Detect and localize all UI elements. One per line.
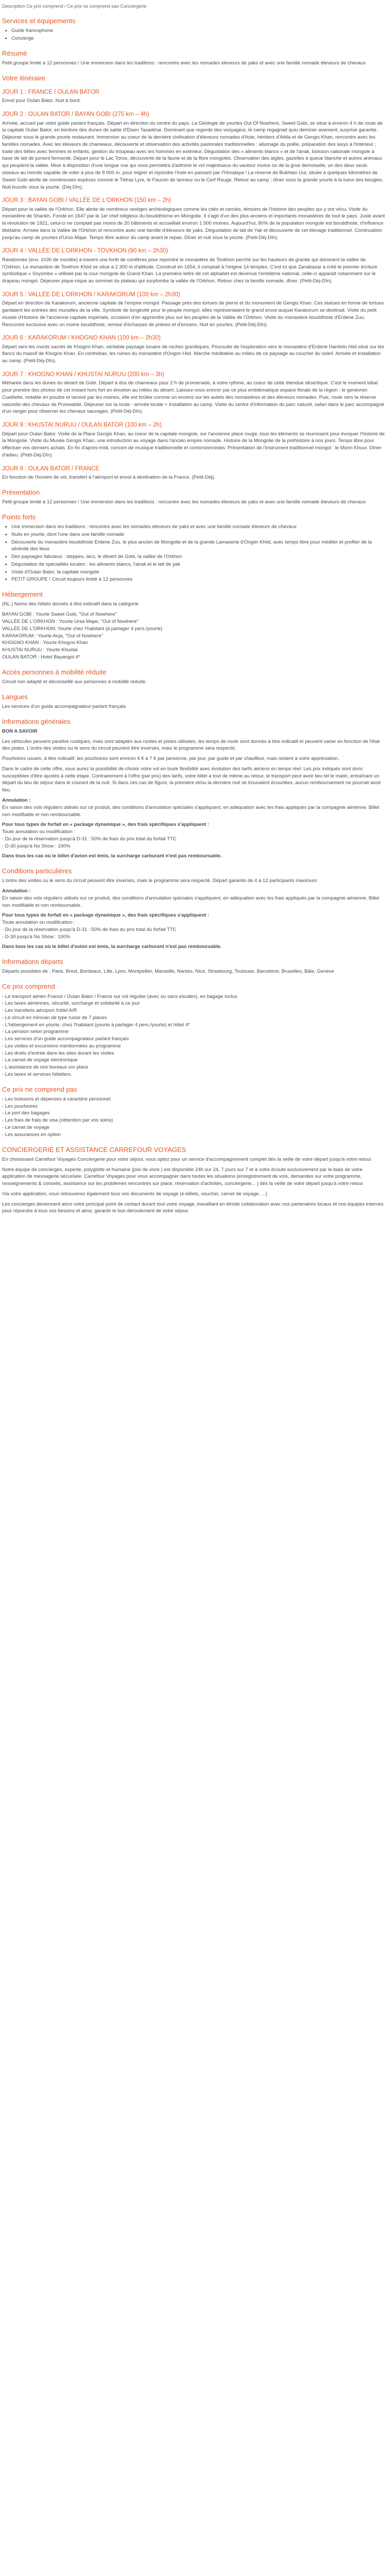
list-item: - Les taxes et services hôteliers. xyxy=(2,1071,72,1077)
highlights-list xyxy=(2,523,385,583)
accommodation-list xyxy=(2,611,385,660)
general-info-text: Pourboires usuels, à titre indicatif, les pourboires sont environ 4 € à 7 € par personne, par jour, par guide et par chauffeur, mais restent à votre appréciation. xyxy=(2,756,339,762)
languages-title: Langues xyxy=(2,692,28,701)
fees-block xyxy=(2,821,385,850)
fees-title: Pour tous types de forfait en « package dynamique », des frais spécifiques s'appliquent : xyxy=(2,912,209,919)
list-item: - Le port des bagages xyxy=(2,1110,50,1116)
list-item: - La pension selon programme xyxy=(2,1029,69,1035)
cancellation-title: Annulation : xyxy=(2,797,31,803)
day-title: JOUR 9 : OULAN BATOR / FRANCE xyxy=(2,465,100,472)
list-item: - Les pourboires xyxy=(2,1103,38,1109)
list-item: - L'hébergement en yourte, chez l'habitant (yourte à partager 4 pers./yourte) et hôtel 4* xyxy=(2,1022,190,1028)
resume-title: Résumé xyxy=(2,49,27,57)
day-text: En fonction de l'horaire de vol, transfert à l'aéroport et envol à destination de la France. (Petit-Déj). xyxy=(2,474,216,481)
list-item: • Une immersion dans les traditions : rencontre avec les nomades éleveurs de yaks et avec une famille nomade éleveurs de chevaux xyxy=(11,523,385,531)
day-title: JOUR 3 : BAYAN GOBI / VALLÉE DE L'ORKHON (150 km – 2h) xyxy=(2,197,171,204)
list-item: - Les assurances en option xyxy=(2,1131,61,1138)
fees-line: - Du jour de la réservation jusqu'à D-31 : 50% de frais du prix total du forfait TTC xyxy=(2,926,176,933)
cancellation-block xyxy=(2,797,385,818)
general-info-text: Dans le cadre de cette offre, vous aurez la possibilité de choisir votre vol en toute flexibilité avec évolution des tarifs aériens en temps réel. Les prix indiqués sont donc susceptibles d'être ajustés à cette étape. Contrairement à l'offre (par prix) des tarifs, votre billet à tout de même au retour, le transport peut avoir lieu tel le matin, entraînant un départ du lieu de séjour dans le courant de la nuit. Si dans ces cas de figure, la première et/ou la dernière nuit se trouvaient écourtées, aucun remboursement ne pourrait avoir lieu. xyxy=(2,766,381,793)
list-item: - Les services d'un guide accompagnateur parlant français xyxy=(2,1036,129,1042)
list-item: - Les visites et excursions mentionnées au programme xyxy=(2,1043,121,1049)
list-item: - Les transferts aéroport /hôtel A/R xyxy=(2,1008,77,1014)
breadcrumb: Description Ce prix comprend / Ce prix ne comprend pas Conciergerie xyxy=(2,4,147,9)
list-item: - Les droits d'entrée dans les sites durant les visites xyxy=(2,1050,115,1056)
general-info-title: Informations générales xyxy=(2,717,71,725)
list-item: • Concierge xyxy=(11,35,385,42)
price-excludes-title: Ce prix ne comprend pas xyxy=(2,1085,77,1093)
general-info-subtitle: BON A SAVOIR xyxy=(2,728,38,734)
presentation-text: Petit groupe limité à 12 personnes ! Une immersion dans les traditions : rencontre avec les nomades éleveurs de yaks et avec une famille nomade éleveurs de chevaux xyxy=(2,499,366,505)
no-refund-note: Dans tous les cas où le billet d'avion est émis, la surcharge carburant n'est pas remboursable. xyxy=(2,853,222,859)
list-item: - Les boissons et dépenses à caractère personnel xyxy=(2,1096,111,1102)
highlights-title: Points forts xyxy=(2,513,36,521)
fees-title: Pour tous types de forfait en « package dynamique », des frais spécifiques s'appliquent : xyxy=(2,822,209,828)
list-item: • PETIT GROUPE ! Circuit toujours limité à 12 personnes xyxy=(11,576,385,583)
day-text: Arrivée, accueil par votre guide parlant français. Départ en direction du centre du pays. La Géologie de yourtes Out Of Nowhere, Sweet Gobi, se situe à environ 4 h de route de la capitale Oulan Bator, en bordure des dunes de sable d'Elsen Tasarkhai. Dominant que regorde des vosyageur, le camp regagnait quiu deminer avement, surprise garantie. Déjeuner sous le grande yourte restaurant. Immersion au coeur de la dernière civilisation d'éleveurs nomades d'Asie, héritiers d'Attila et de Gengis Khan, rencontre avec les familles nomades. Avec les éleveurs de chameaux, découverte et observation des activités pastorales traditionnelles : allumage du poêle, préparation des laxys à l'intérieur ; traite des bêtes avec femmes et enfants, gestion du troupeau avec les hommes en extérieur. Dégustation des « aliments blancs » et de l'airak, boisson nationale mongole à base de lait de jument fermenté. Départ pour le Lac Toroo, découverte de la faune et de la flore mongoles. Observation des aigles, gazelles à queue blanche et autres animaux qui peuplent la vallée. Mise à disposition d'une longue vue qui vous permettra d'admirer le vol majestueux du vautour moine ou de la grue demoiselle, un des deux seuls oiseaux au monde capable de voler à plus de 8 000 m. pour migrer et rejoindre l'Inde en passant par l'Himalaya ! La réserve de Bukhtan Uul, située à quelques kilomètres de Sweet Gobi abrite de nombreuses espèces comme le Tétras Lyre, le Faucon de lanneur ou le Cerf Rouge. Retour au camp ; dîner sous la grande yourte à la lueur des bougies. Nuit bucolic sous la yourte. (Déj-Dîn). xyxy=(2,120,384,190)
accommodation-line: VALLÉE DE L'ORKHON : Yourte Ursa Majar, "Out of Nowhere" xyxy=(2,618,139,624)
itinerary-title: Votre itinéraire xyxy=(2,74,45,82)
list-item: - L'assistance de nos bureaux sur place xyxy=(2,1064,89,1071)
accommodation-line: KHUSTAI NURUU : Yourte Khustai xyxy=(2,647,78,653)
day-title: JOUR 1 : FRANCE / OULAN BATOR xyxy=(2,89,100,96)
list-item: - Le transport aérien France / Oulan Bator / France sur vol régulier (avec ou sans escales), en bagage inclus xyxy=(2,993,237,999)
departures-title: Informations départs xyxy=(2,958,63,966)
accommodation-line: KARAKORUM : Yourte Anja, "Out of Nowhere" xyxy=(2,633,103,639)
no-refund-note: Dans tous les cas où le billet d'avion est émis, la surcharge carburant n'est pas remboursable. xyxy=(2,944,222,950)
list-item: • Découverte du monastère bouddhiste Erdene Zuu, le plus ancien de Mongolie et de la grande Lamaserie d'Ongiin Khiid, avec temps libre pour méditer et profiter de la sérénité des lieux xyxy=(11,539,385,553)
day-text: Départ vers les monts sacrés de Khogno Khan, véritable paysage lunaire de roches granitiques. Poursuite de l'exploration vers le monastère d'Erdene Hambiin Hiid situé sur les flancs du massif de Khogno Khan. En contrebas, les ruines du monastère d'Ovgon Hiid. Marche méditative au milieu de ce paysage au coucher du soleil. Arrivée et installation au camp. (Petit-Déj-Dîn). xyxy=(2,344,384,364)
list-item: • Guide francophone xyxy=(11,27,385,35)
accessibility-text: Circuit non adapté et déconseillé aux personnes à mobilité réduite. xyxy=(2,679,147,685)
product-description-page xyxy=(0,0,387,1223)
accommodation-line: OULAN BATOR : Hotel Bayangol 4* xyxy=(2,654,80,660)
cancellation-text: En raison des vols réguliers utilisés sur ce produit, des conditions d'annulation spéciales s'appliquent, en adéquation avec les frais appliqués par la compagnie aérienne. Billet non modifiable et non remboursable. xyxy=(2,895,380,908)
fees-block xyxy=(2,912,385,940)
accommodation-intro: (NL.) Noms des hôtels donnés à titre indicatif dans la catégorie xyxy=(2,601,139,607)
fees-line: Toute annulation ou modification : xyxy=(2,920,75,926)
concierge-text: Les concierges deviennent alors votre principal point de contact durant tout votre voyage, travaillant en étroite collaboration avec nos partenaires locaux et nos équipes internes pour répondre à tous vos besoins et ainsi, garantir le bon déroulement de votre séjour. xyxy=(2,1201,384,1214)
accommodation-title: Hébergement xyxy=(2,590,43,599)
concierge-text: Notre équipe de concierges, experte, polyglotte et humaine (joie de vivre ) est disponible 24h sur 24, 7 jours sur 7 et à votre écoute exclusivement par le biais de votre application de messagerie sécurisée. Carrefour Voyages pour vous accompagner dans toutes les situations (enregistrement de vols, demandes sur votre programme, renseignements & conseils, assistance sur les problèmes rencontrés sur place, réservation d'activités, conciergerie... ) dès la veille de votre départ jusqu'à votre retour. xyxy=(2,1166,364,1187)
presentation-title: Présentation xyxy=(2,488,40,496)
fees-line: - D-30 jusqu'à No Show : 100% xyxy=(2,934,71,940)
services-title: Services et équipements xyxy=(2,17,76,25)
day-text: Méharée dans les dunes du désert de Gobi. Départ à dos de chameaux pour 2 h de promenade, à votre rythme, au coeur de cette étendue désertique. C'est le moment idéal pour prendre des photos de cet instant hors fort en émotion au milieu du désert. Laissez-vous enivrer par ce plus emblématique espace florale de la région : le genévrier. Cueillette, notable en poudre et tamisé par les moines, elle est brûlée comme un encens sur les autels des monastères et des éleveurs nomades. Puis, route vers la réserve naturelle des chevaux de Przewalski. Déjeuner sur la route - arrivée locale + installation au camp. Visite du centre d'information du parc naturel, safari dans le parc accompagné d'un ranger pour observer les chevaux sauvages. (Petit-Déj-Dîn). xyxy=(2,380,384,415)
fees-line: - Du jour de la réservation jusqu'à D-31 : 50% de frais du prix total du forfait TTC xyxy=(2,836,176,842)
list-item: - Les taxes aériennes, sécurité, surcharge et solidarité à ce jour xyxy=(2,1001,140,1007)
list-item: - Le circuit en minivan de type russe de 7 places xyxy=(2,1014,107,1021)
day-title: JOUR 6 : KARAKORUM / KHOGNO KHAN (100 km – 2h30) xyxy=(2,335,161,342)
fees-line: - D-30 jusqu'à No Show : 100% xyxy=(2,843,71,849)
day-text: Départ en direction de Karakorum, ancienne capitale de l'empire mongol. Passage près des tortues de pierre et du monument de Gengis Khan. Ces statues en forme de tortues gardaient les entrées des murailles de la ville. Symbole de longévité pour le peuple mongol, elles représentaient le grand envol auquel Karakorum se destinait. Visite du petit musée d'Histoire de l'ancienne capitale impériale, occasion d'en apprendre plus sur les peuples de la Vallée de l'Orkhon. Visite du monastère bouddhiste d'Erdene Zuu. Rencontre exclusive avec un moine bouddhiste, remise d'écharpes de prières et d'encens. Nuit en yourtes. (Petit-Déj-Dîn). xyxy=(2,300,384,328)
list-item: - La carnet de voyage électronique xyxy=(2,1057,78,1063)
day-text: Randonnée (env. 1h30 de montée) à travers une forêt de conifères pour rejoindre le monastère de Tovkhon perché sur les hauteurs de granite qui dominent la vallée de l'Orkhon. Le monastère de Tovkhon Khiid se situe à 2 300 m d'altitude. Construit en 1654, il comptait à l'origine 14 temples. C'est ici que Zanabazar a créé le premier écriture symbolique « Soyombo » utilisée par la cour mongole de Grand Khan. La première lettre de cet alphabet est devenue l'emblème national, celle-ci apparaît notamment sur le drapeau mongol. Déjeuner pique-nique au sommet du plateau qui surplombe la vallée de l'Orkhon. Retour chez la famille nomade, dîner. (Petit-Déj-Dîn). xyxy=(2,257,378,284)
price-excludes-list xyxy=(2,1096,385,1139)
special-conditions-text: L'ordre des visites ou le sens du circuit peuvent être inversés, mais le programme sera respecté. Départ garantis de 4 à 12 participants maximum xyxy=(2,878,317,884)
list-item: - Le carnet de voyage xyxy=(2,1125,50,1130)
languages-text: Les services d'un guide accompagnateur parlant français xyxy=(2,703,126,709)
fees-line: Toute annulation ou modification : xyxy=(2,829,75,835)
resume-text: Petit groupe limité à 12 personnes ! Une immersion dans les traditions : rencontre avec les nomades éleveurs de yaks et avec une famille nomade éleveurs de chevaux xyxy=(2,60,366,66)
price-includes-list xyxy=(2,993,385,1078)
list-item: • Nuits en yourte, dont l'une dans une famille nomade xyxy=(11,531,385,538)
day-text: Envol pour Oulan Bator. Nuit à bord. xyxy=(2,98,81,104)
day-title: JOUR 2 : OULAN BATOR / BAYAN GOBI (275 km – 4h) xyxy=(2,111,149,118)
accessibility-title: Accès personnes à mobilité réduite xyxy=(2,668,107,676)
list-item: • Dégustation de spécialités locales : les aliments blancs, l'airak et le lait de yak xyxy=(11,561,385,568)
day-title: JOUR 4 : VALLÉE DE L'ORKHON - TOVKHON (90 km – 2h30) xyxy=(2,248,168,255)
services-list xyxy=(2,27,385,42)
departures-text: Départs possibles de : Paris, Brest, Bordeaux, Lille, Lyon, Montpellier, Marseille, Nantes, Nice, Strasbourg, Toulouse, Barcelone, Bruxelles, Bâle, Genève xyxy=(2,969,334,975)
cancellation-title: Annulation : xyxy=(2,888,31,894)
accommodation-line: KHOGNO KHAN : Yourte Khogno Khan xyxy=(2,640,88,646)
cancellation-text: En raison des vols réguliers utilisés sur ce produit, des conditions d'annulation spéciales s'appliquent, en adéquation avec les frais appliqués par la compagnie aérienne. Billet non modifiable et non remboursable. xyxy=(2,804,380,818)
accommodation-line: VALLÉE DE L'ORKHON: Yourte chez l'habitant (à partager 4 pers./yourte) xyxy=(2,625,162,632)
concierge-text: Via votre application, vous retrouverez également tous vos documents de voyage (e-billets, voucher, carnet de voyage, ...) xyxy=(2,1191,267,1197)
day-text: Départ pour la vallée de l'Orkhon. Elle abrite de nombreux vestiges archéologiques comme les cités et cercles, témoins de l'histoire des peuples qui y ont vécu. Visite du monastère de Shankh. Fondé en 1647 par le 1er chef religieux du bouddhisme en Mongolie. Il s'agit d'un des plus anciens et importants monastères de tout le pays. Juste avant la révolution de 1921, celui-ci ne comptait pas moins de 20 bâtiments et accueillait environ 1 500 moines. Aujourd'hui, 80% de la population mongole est bouddhiste, d'influence tibétaine. Arrivée dans la Vallée de l'Orkhon et rencontre avec une famille d'éleveurs de yaks. Dégustation de lait de Yak et découverte de cet élevage traditionnel. Continuation jusqu'au camp de yourtes d'Urso Majar. Temps libre autour du camp avant le repas. Dîner et nuit sous la yourte. (Petit-Déj-Dîn). xyxy=(2,206,385,241)
concierge-title: CONCIERGERIE ET ASSISTANCE CARREFOUR VOYAGES xyxy=(2,1145,186,1154)
day-title: JOUR 8 : KHUSTAI NURUU / OULAN BATOR (100 km – 2h) xyxy=(2,422,162,429)
list-item: - Les frais de frais de visa (obtention par vos soins) xyxy=(2,1117,113,1124)
price-includes-title: Ce prix comprend xyxy=(2,982,55,991)
cancellation-block xyxy=(2,888,385,909)
concierge-text: En choisissant Carrefour Voyages Conciergerie pour votre séjour, vous optez pour un service d'accompagnement complet dès la veille de votre départ jusqu'à votre retour. xyxy=(2,1156,372,1162)
day-title: JOUR 5 : VALLÉE DE L'ORKHON / KARAKORUM (100 km – 2h30) xyxy=(2,291,181,298)
list-item: • Des paysages fabuleux : steppes, lacs, le désert de Gobi, la vallée de l'Orkhon xyxy=(11,553,385,561)
day-title: JOUR 7 : KHOGNO KHAN / KHUSTAI NURUU (200 km – 3h) xyxy=(2,371,165,378)
day-text: Départ pour Oulan Bator. Visite de la Place Gengis Khan, au coeur de la capitale mongole, sur l'ancienne place rouge, tous les éléments se réunissent pour évoquer l'histoire de la Mongolie. Visite du Musée Gengis Khan, une introduction au voyage dans l'ancien empire nomade. Histoire de la Mongolie de la préhistoire à nos jours. Temps libre pour effectuer vos derniers achats. En fin d'après-midi, concert de musique traditionnelle et contorsionnistes. Présentation de l'instrument traditionnel mongol : le Morin Khuur. Dîner d'adieu. (Petit-Déj-Dîn) xyxy=(2,431,385,458)
accommodation-line: BAYAN GOBI : Yourte Sweet Gobi, "Out of Nowhere" xyxy=(2,612,117,618)
special-conditions-title: Conditions particulières xyxy=(2,867,72,875)
general-info-text: Les véhicules peuvent paraître rustiques, mais sont adaptés aux routes et pistes utilisées, les temps de route sont donnés à titre indicatif et peuvent varier en fonction de l'état des pistes. L'ordre des visites ou le sens du circuit peuvent être inversés, mais le programme sera respecté. xyxy=(2,738,380,752)
list-item: • Visite d'Oulan Bator, la capitale mongole xyxy=(11,569,385,576)
